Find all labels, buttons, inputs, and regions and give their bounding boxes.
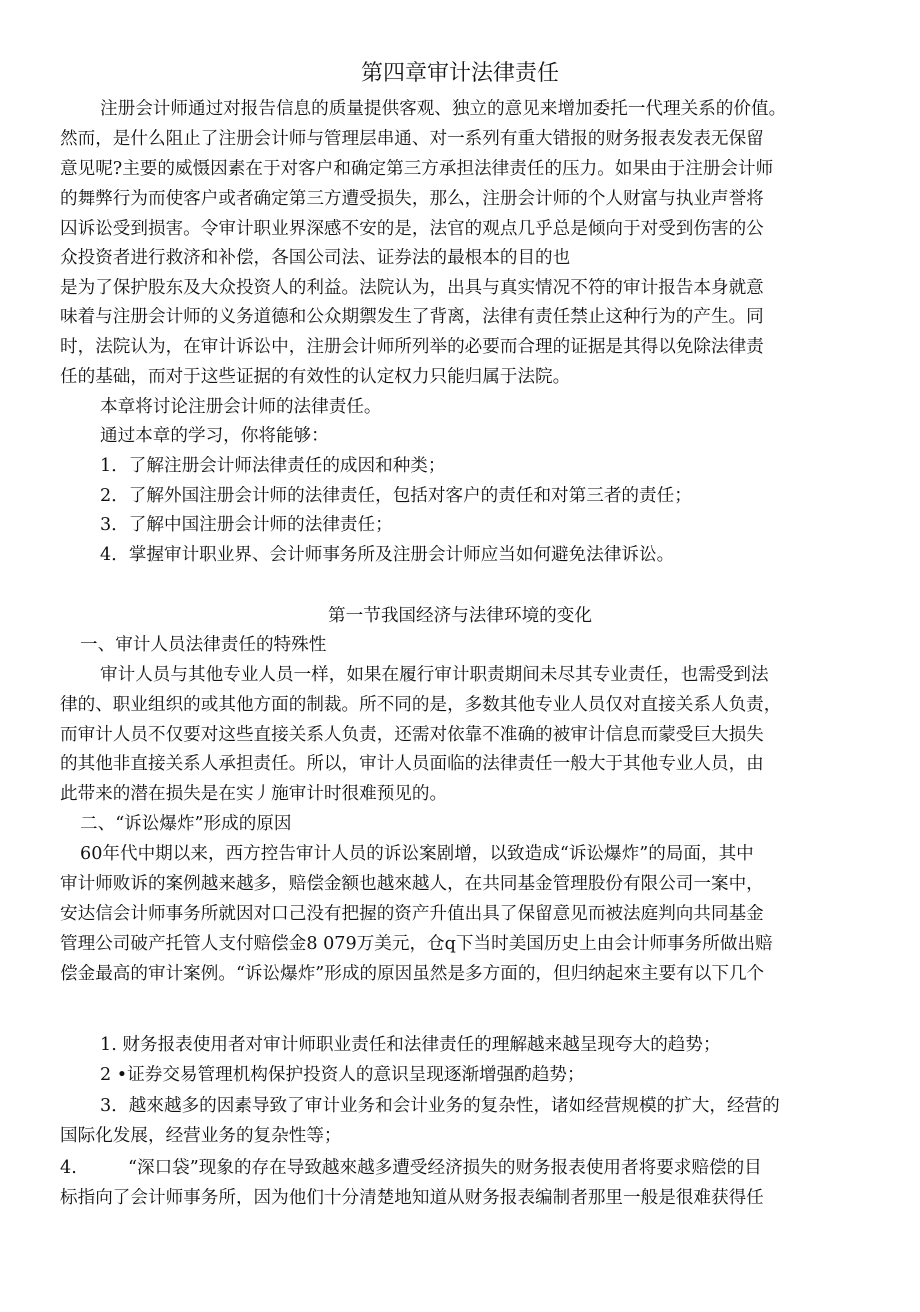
intro-line: 是为了保护股东及大众投资人的利益。法院认为，出具与真实情况不符的审计报告本身就意 [60,278,764,298]
intro-line: 时，法院认为，在审计诉讼中，注册会计师所列举的必要而合理的证据是其得以免除法律责 [60,337,764,357]
body-line: 此带来的潜在损失是在实丿施审计时很难预见的。 [60,784,448,804]
body-line: 律的、职业组织的或其他方面的制裁。所不同的是，多数其他专业人员仅对直接关系人负责， [60,695,782,715]
section-title: 第一节我国经济与法律环境的变化 [328,606,592,626]
body-line: 管理公司破产托管人支付赔偿金8 079万美元，仓q下当时美国历史上由会计师事务所做出赔 [60,934,773,954]
objectives-lead: 通过本章的学习，你将能够： [100,426,329,446]
chapter-note: 本章将讨论注册会计师的法律责任。 [100,397,382,417]
reason-item: 1. 财务报表使用者对审计师职业责任和法律责任的理解越来越呈现夸大的趋势； [100,1035,721,1055]
intro-line: 众投资者进行救济和补偿，各国公司法、证券法的最根本的目的也 [60,248,571,268]
body-line: 的其他非直接关系人承担责任。所以，审计人员面临的法律责任一般大于其他专业人员，由 [60,754,764,774]
body-line: 而审计人员不仅要对这些直接关系人负责，还需对依靠不准确的被审计信息而蒙受巨大损失 [60,725,764,745]
intro-line: 然而，是什么阻止了注册会计师与管理层串通、对一系列有重大错报的财务报表发表无保留 [60,129,764,149]
objective-item: 4．掌握审计职业界、会计师事务所及注册会计师应当如何避免法律诉讼。 [100,545,675,565]
objective-item: 3．了解中国注册会计师的法律责任； [100,515,393,535]
intro-line: 注册会计师通过对报告信息的质量提供客观、独立的意见来增加委托一代理关系的价值。 [100,99,787,119]
reason-item: 国际化发展，经营业务的复杂性等； [60,1126,342,1146]
objective-item: 2．了解外国注册会计师的法律责任，包括对客户的责任和对第三者的责任； [100,486,692,506]
body-line: 安达信会计师事务所就因对口己没有把握的资产升值出具了保留意见而被法庭判向共同基金 [60,904,764,924]
intro-line: 味着与注册会计师的义务道德和公众期禦发生了背离，法律有责任禁止这种行为的产生。同 [60,307,764,327]
intro-line: 的舞弊行为而使客户或者确定第三方遭受损失，那么，注册会计师的个人财富与执业声誉将 [60,189,764,209]
subsection-heading: 一、审计人员法律责任的特殊性 [80,635,327,655]
intro-line: 任的基础，而对于这些证据的有效性的认定权力只能归属于法院。 [60,367,571,387]
body-line: 60年代中期以来，西方控告审计人员的诉讼案剧增，以致造成“诉讼爆炸”的局面，其中 [80,844,754,864]
body-line: 偿金最高的审计案例。“诉讼爆炸”形成的原因虽然是多方面的，但归纳起來主要有以下几个 [60,964,765,984]
body-line: 审计人员与其他专业人员一样，如果在履行审计职责期间未尽其专业责任，也需受到法 [100,665,769,685]
chapter-title: 第四章审计法律责任 [360,61,559,86]
body-line: 审计师败诉的案例越来越多，赔偿金额也越來越人，在共同基金管理股份有限公司一案中， [60,874,764,894]
subsection-heading: 二、“诉讼爆炸”形成的原因 [80,814,292,834]
intro-line: 意见呢?主要的威慑因素在于对客户和确定第三方承担法律责任的压力。如果由于注册会计师 [60,159,774,179]
reason-number: 4. [60,1158,77,1178]
reason-item: “深口袋”现象的存在导致越來越多遭受经济损失的财务报表使用者将要求赔偿的目 [128,1158,762,1178]
reason-item: 3．越來越多的因素导致了审计业务和会计业务的复杂性，诸如经营规模的扩大，经营的 [100,1096,780,1116]
reason-item: 标指向了会计师事务所，因为他们十分清楚地知道从财务报表编制者那里一般是很难获得任 [60,1188,764,1208]
objective-item: 1．了解注册会计师法律责任的成因和种类； [100,456,446,476]
intro-line: 囚诉讼受到损害。令审计职业界深感不安的是，法官的观点几乎总是倾向于对受到伤害的公 [60,219,764,239]
reason-item: 2 •证券交易管理机构保护投资人的意识呈现逐渐增强酌趋势； [100,1065,585,1085]
